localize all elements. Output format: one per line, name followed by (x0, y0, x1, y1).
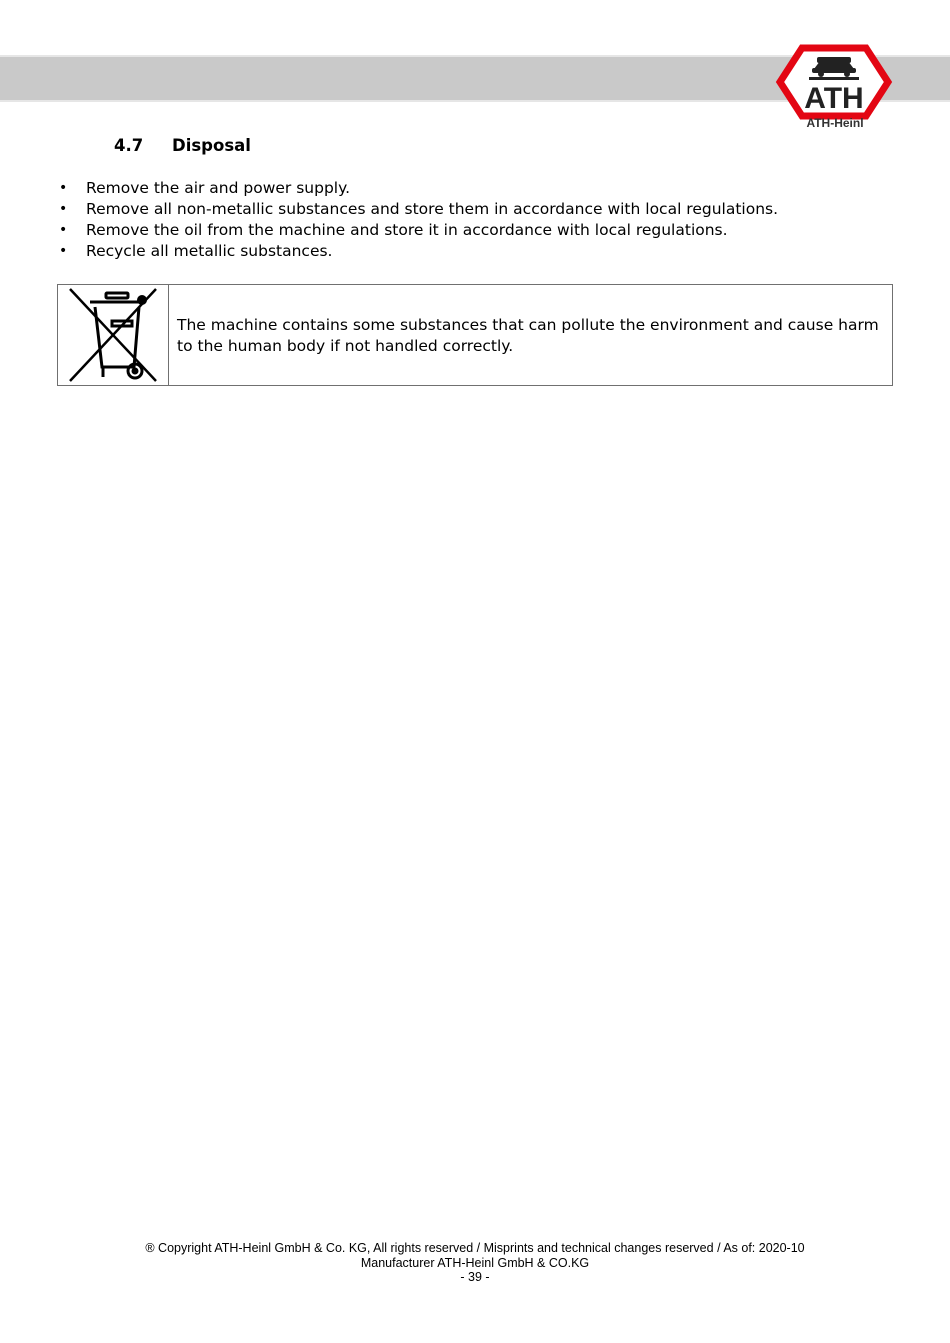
logo-text: ATH (804, 82, 864, 115)
footer (0, 1241, 950, 1285)
notice-box (57, 284, 893, 386)
section-heading (114, 136, 251, 155)
logo-caption: ATH-Heinl (806, 116, 864, 130)
list-item-text: Remove the air and power supply. (86, 179, 350, 197)
section-title: Disposal (172, 136, 251, 155)
list-item (57, 178, 778, 199)
list-item-text: Remove the oil from the machine and store it in accordance with local regulations. (86, 221, 728, 239)
list-item (57, 241, 778, 262)
list-item-text: Remove all non-metallic substances and store them in accordance with local regulations. (86, 200, 779, 218)
bullet-icon: • (59, 243, 68, 259)
bullet-icon: • (59, 201, 68, 217)
crossed-out-wheelie-bin-icon (58, 285, 168, 385)
list-item-text: Recycle all metallic substances. (86, 242, 333, 260)
footer-manufacturer: Manufacturer ATH-Heinl GmbH & CO.KG (360, 1255, 590, 1270)
bullet-icon: • (59, 180, 68, 196)
section-number: 4.7 (114, 136, 144, 155)
notice-icon-cell (58, 285, 169, 385)
list-item (57, 199, 778, 220)
list-item (57, 220, 778, 241)
page-number: - 39 - (460, 1270, 490, 1284)
bullet-list (57, 178, 778, 262)
notice-text: The machine contains some substances that can pollute the environment and cause harm to the human body if not handled correctly. (177, 316, 879, 355)
footer-copyright: ® Copyright ATH-Heinl GmbH & Co. KG, All rights reserved / Misprints and technical changes reserved / As of: 2020-10 (145, 1241, 805, 1255)
bullet-icon: • (59, 222, 68, 238)
